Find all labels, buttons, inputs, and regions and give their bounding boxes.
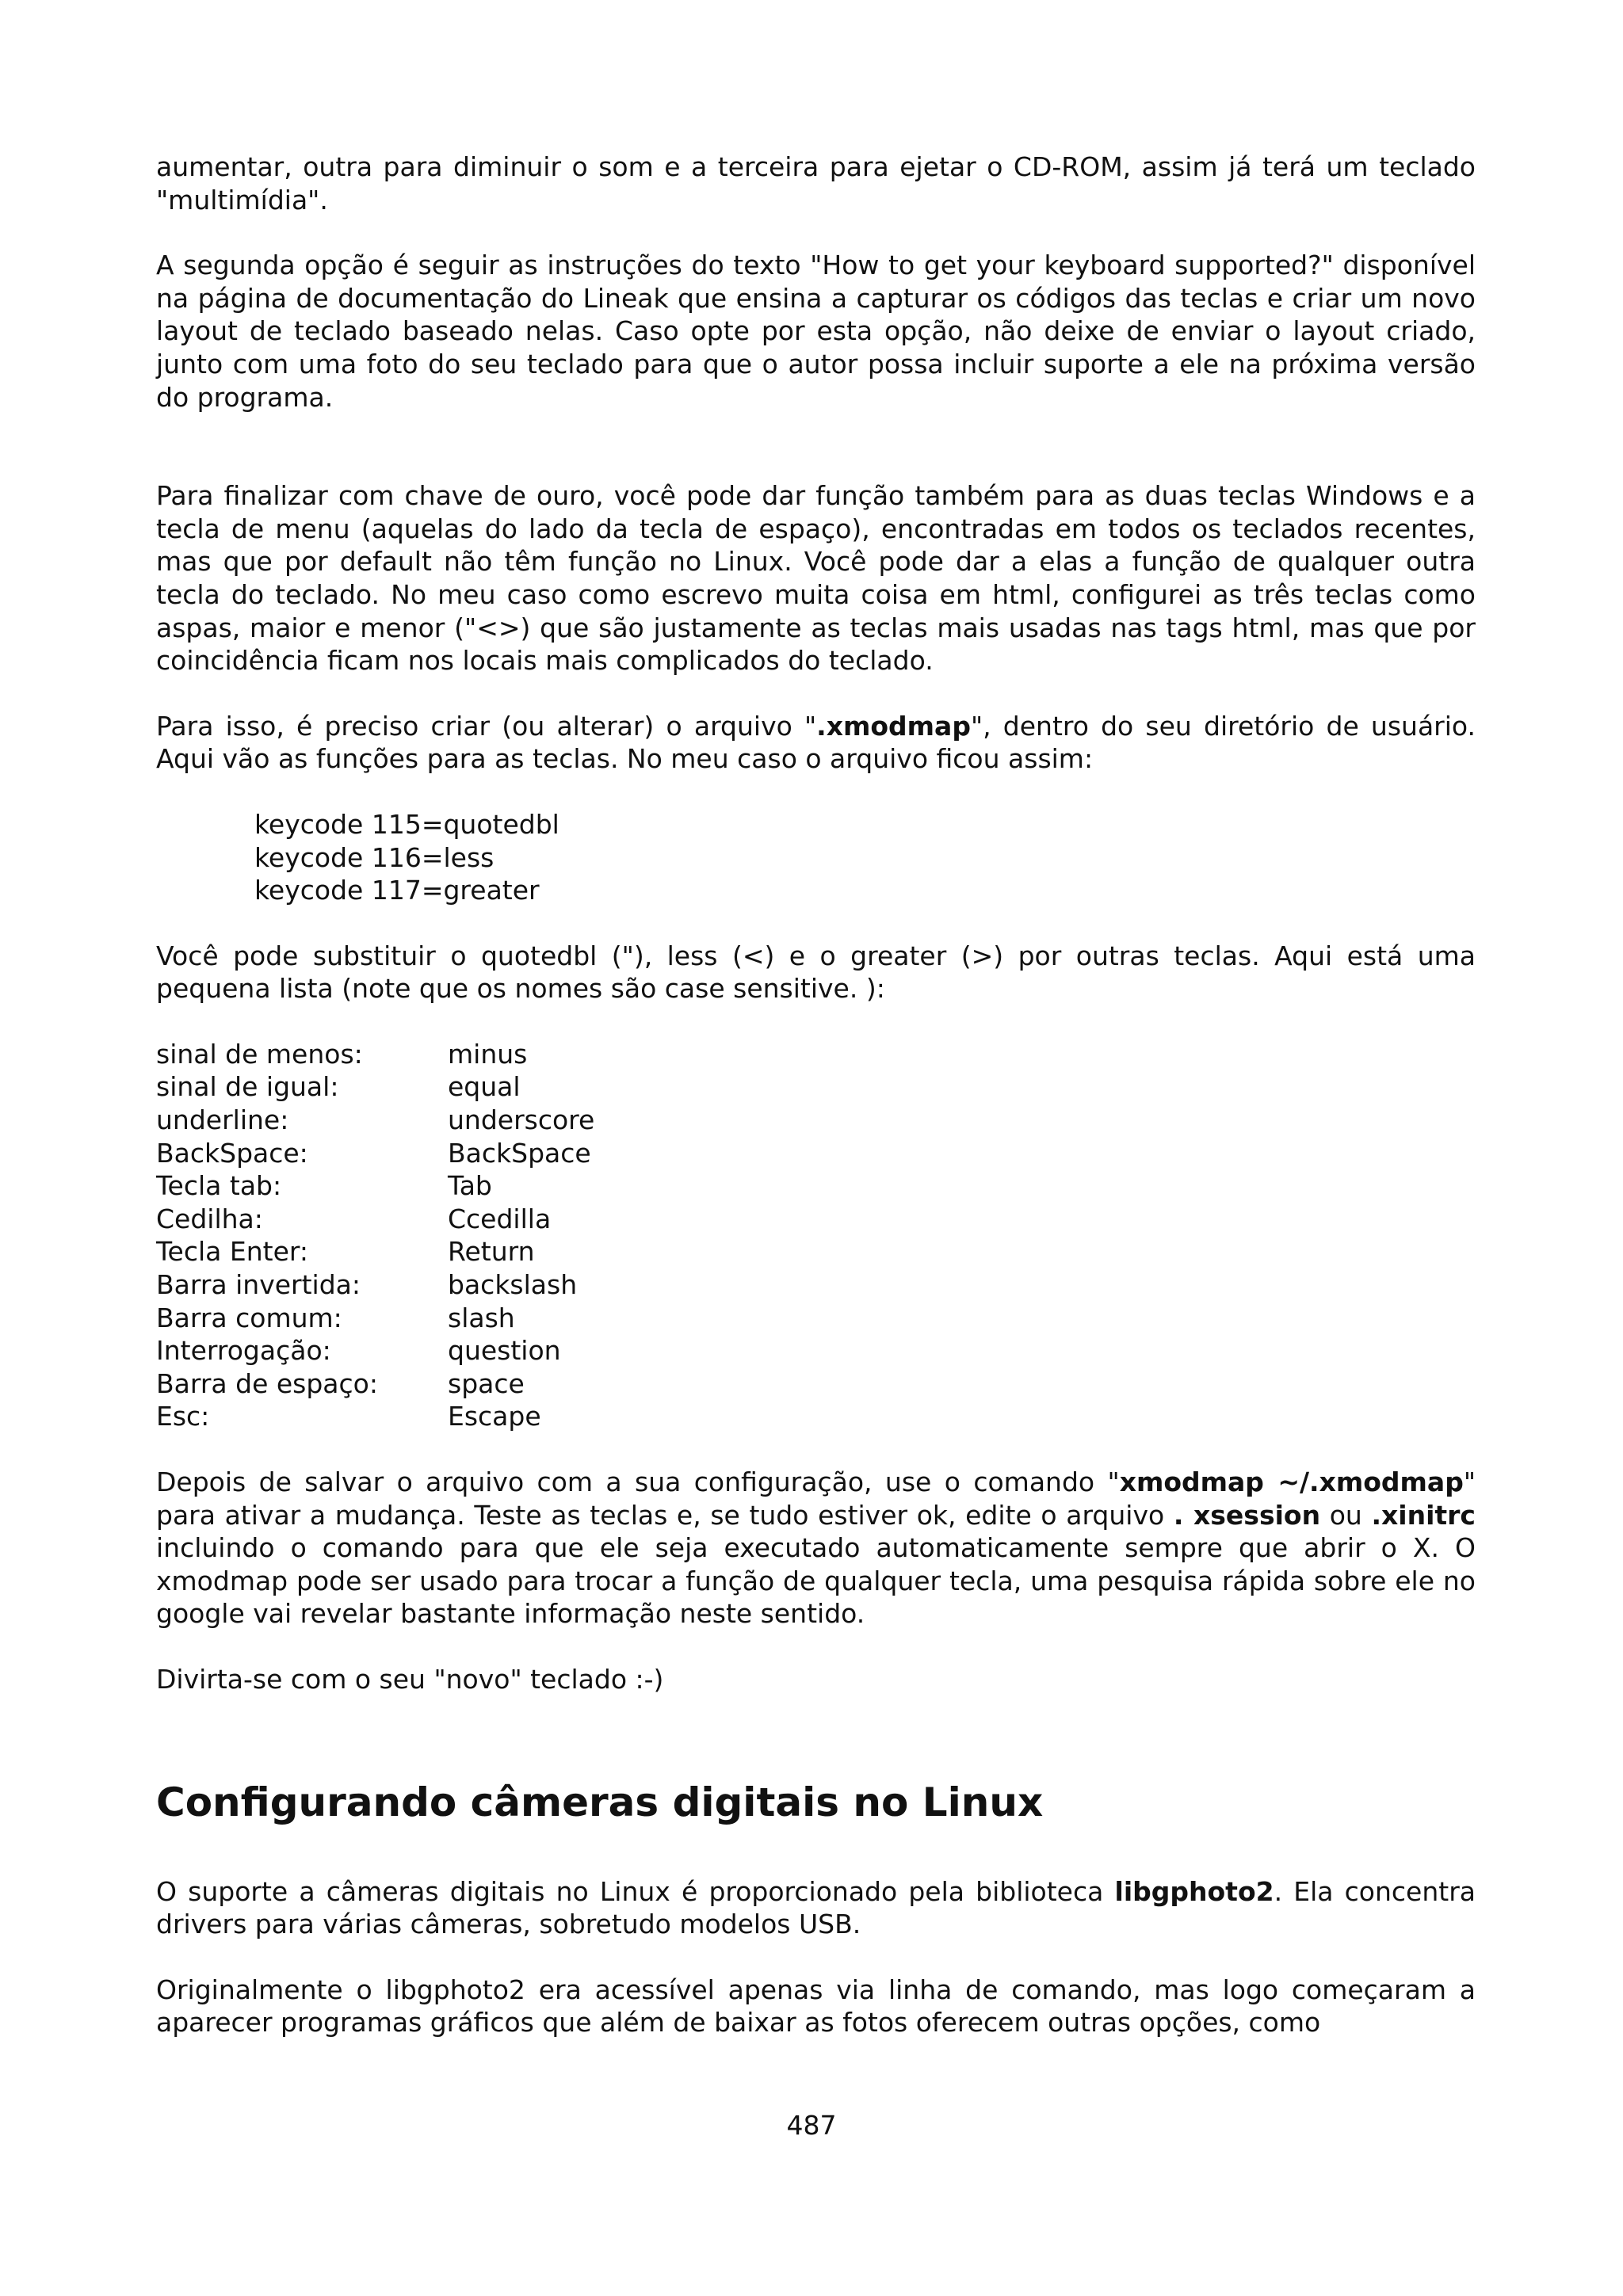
text-run: ", dentro do seu diretório de usuário. Aqui vão as funções para as teclas. No meu caso o arquivo ficou assim: [156,710,1476,775]
key-value: question [448,1335,561,1367]
text-run: incluindo o comando para que ele seja executado automaticamente sempre que abrir o X. O xmodmap pode ser usado para trocar a função de qualquer tecla, uma pesquisa rápida sobre ele no google vai revelar bastante informação neste sentido. [156,1532,1476,1630]
text-run: . Ela concentra drivers para várias câmeras, sobretudo modelos USB. [156,1875,1476,1940]
table-row [156,1367,594,1401]
paragraph-divirta-se: Divirta-se com o seu "novo" teclado :-) [156,1663,664,1695]
page-body [156,151,1476,2072]
key-label: Esc: [156,1401,210,1432]
text-run: ou [1320,1499,1372,1531]
key-value: backslash [448,1269,578,1301]
filename-xmodmap: .xmodmap [816,710,971,742]
key-label: Tecla Enter: [156,1236,308,1268]
text-run: Depois de salvar o arquivo com a sua configuração, use o comando " [156,1466,1120,1497]
keycode-line: keycode 116=less [254,841,495,873]
table-row [156,1334,594,1367]
filename-xsession: . xsession [1173,1499,1321,1531]
page-number: 487 [786,2110,837,2141]
paragraph-lineak-instructions: A segunda opção é seguir as instruções do texto "How to get your keyboard supported?" disponível na página de documentação do Lineak que ensina a capturar os códigos das teclas e criar um novo layout de teclado baseado nelas. Caso opte por esta opção, não deixe de enviar o layout criado, junto com uma foto do seu teclado para que o autor possa incluir suporte a ele na próxima versão do programa. [156,250,1476,413]
text-run: Para isso, é preciso criar (ou alterar) o arquivo " [156,710,817,742]
table-row [156,1137,594,1170]
blank-line [156,446,1476,479]
table-row [156,1038,594,1071]
paragraph-multimedia-end: aumentar, outra para diminuir o som e a terceira para ejetar o CD-ROM, assim já terá um teclado "multimídia". [156,151,1476,215]
key-label: sinal de menos: [156,1038,363,1070]
keycode-block [254,808,1476,907]
library-name: libgphoto2 [1114,1875,1274,1907]
key-label: Barra de espaço: [156,1367,378,1399]
keycode-line: keycode 115=quotedbl [254,808,559,840]
table-row [156,1268,594,1302]
key-names-table [156,1038,594,1433]
key-value: underscore [448,1104,595,1136]
key-value: BackSpace [448,1137,591,1169]
key-value: slash [448,1302,515,1333]
key-label: BackSpace: [156,1137,308,1169]
command-xmodmap: xmodmap ~/.xmodmap [1119,1466,1464,1497]
section-heading: Configurando câmeras digitais no Linux [156,1779,1044,1825]
key-label: Barra invertida: [156,1269,361,1301]
key-label: Interrogação: [156,1335,331,1367]
key-label: Cedilha: [156,1203,263,1234]
table-row [156,1169,594,1203]
key-value: Return [448,1236,535,1268]
key-label: sinal de igual: [156,1071,339,1103]
text-run: " para ativar a mudança. Teste as teclas e, se tudo estiver ok, edite o arquivo [156,1466,1476,1531]
table-row [156,1203,594,1236]
key-value: minus [448,1038,528,1070]
paragraph-graphical-programs: Originalmente o libgphoto2 era acessível apenas via linha de comando, mas logo começaram a aparecer programas gráficos que além de baixar as fotos oferecem outras opções, como [156,1974,1476,2039]
filename-xinitrc: .xinitrc [1371,1499,1476,1531]
table-row [156,1104,594,1137]
key-value: Ccedilla [448,1203,552,1234]
key-label: underline: [156,1104,289,1136]
paragraph-xmodmap-command [156,1466,1476,1630]
table-row [156,1235,594,1268]
key-value: Tab [448,1170,492,1202]
key-value: space [448,1367,525,1399]
text-run: O suporte a câmeras digitais no Linux é proporcionado pela biblioteca [156,1875,1115,1907]
paragraph-libgphoto2 [156,1875,1476,1941]
table-row [156,1302,594,1335]
table-row [156,1400,594,1433]
key-value: Escape [448,1401,541,1432]
keycode-line: keycode 117=greater [254,875,540,906]
key-value: equal [448,1071,521,1103]
table-row [156,1070,594,1104]
key-label: Tecla tab: [156,1170,282,1202]
key-label: Barra comum: [156,1302,342,1333]
paragraph-substitute-keys: Você pode substituir o quotedbl ("), less (<) e o greater (>) por outras teclas. Aqui está uma pequena lista (note que os nomes são case sensitive. ): [156,940,1476,1005]
paragraph-xmodmap-file [156,710,1476,776]
paragraph-windows-keys: Para finalizar com chave de ouro, você pode dar função também para as duas teclas Windows e a tecla de menu (aquelas do lado da tecla de espaço), encontradas em todos os teclados recentes, mas que por default não têm função no Linux. Você pode dar a elas a função de qualquer outra tecla do teclado. No meu caso como escrevo muita coisa em html, configurei as três teclas como aspas, maior e menor ("<>) que são justamente as teclas mais usadas nas tags html, mas que por coincidência ficam nos locais mais complicados do teclado. [156,480,1476,677]
